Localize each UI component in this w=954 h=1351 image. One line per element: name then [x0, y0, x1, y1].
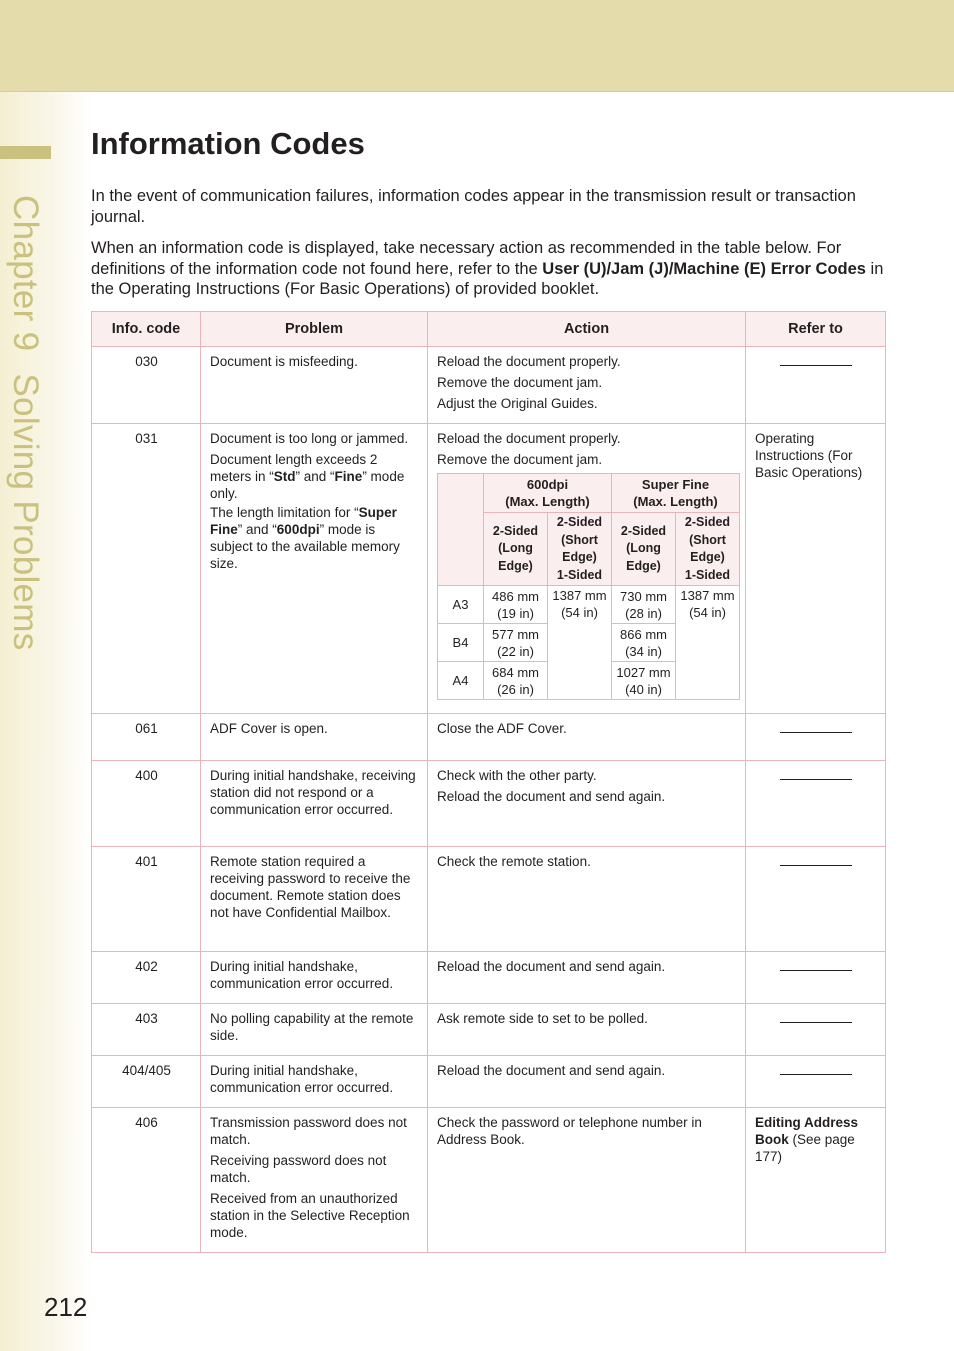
info-code: 030 [92, 347, 201, 424]
table-row [92, 761, 886, 847]
table-header-row [92, 312, 886, 347]
table-row [92, 1056, 886, 1108]
problem-cell: ADF Cover is open. [201, 714, 428, 761]
info-code: 401 [92, 847, 201, 952]
chapter-label: Chapter 9 [6, 195, 45, 352]
col-2sided-short-sf: 2-Sided (Short Edge) 1-Sided [676, 513, 740, 586]
problem-cell: Transmission password does not match. Receiving password does not match. Received from an unauthorized station in the Selective Reception mode. [201, 1108, 428, 1253]
intro-paragraph-2: When an information code is displayed, take necessary action as recommended in the table below. For definitions of the information code not found here, refer to the User (U)/Jam (J)/Machine (E) Error Codes in the Operating Instructions (For Basic Operations) of provided booklet. [91, 239, 884, 298]
action-cell: Check the remote station. [428, 847, 746, 952]
size-a4: A4 [438, 662, 484, 700]
action-cell: Reload the document properly. Remove the document jam. 600dpi (Max. Length) Super Fine (Max. Length) 2-Sided (Long Edge) 2-Sided (Short Edge) 1-Sided 2-Sided (Long Edge) 2-Sided (Short Edge) 1-Sided A3 486 mm (19 in) 1387 mm (54 in) 730 mm (28 in) 1387 mm (54 in) B4 577 mm (22 in) 866 mm (34 in) A4 684 mm (26 in) 1027 mm (40 in) [428, 424, 746, 714]
refer-cell [746, 952, 886, 1004]
info-code: 403 [92, 1004, 201, 1056]
info-code: 061 [92, 714, 201, 761]
header-action: Action [428, 312, 746, 347]
col-2sided-long-dpi: 2-Sided (Long Edge) [484, 513, 548, 586]
info-code: 031 [92, 424, 201, 714]
action-cell: Reload the document properly. Remove the document jam. Adjust the Original Guides. [428, 347, 746, 424]
refer-cell [746, 847, 886, 952]
sf-short-all: 1387 mm (54 in) [676, 586, 740, 700]
refer-cell [746, 761, 886, 847]
refer-operating-instructions: Operating Instructions (For Basic Operations) [755, 431, 863, 480]
size-header-blank [438, 474, 484, 586]
action-cell: Check with the other party. Reload the document and send again. [428, 761, 746, 847]
max-length-table [437, 473, 740, 700]
a3-sf-long: 730 mm (28 in) [612, 586, 676, 624]
table-row [92, 424, 886, 714]
col-2sided-long-sf: 2-Sided (Long Edge) [612, 513, 676, 586]
chapter-marker-bar [0, 146, 51, 159]
header-info-code: Info. code [92, 312, 201, 347]
problem-cell: Remote station required a receiving password to receive the document. Remote station does not have Confidential Mailbox. [201, 847, 428, 952]
table-row [92, 952, 886, 1004]
header-band [0, 0, 954, 92]
group-super-fine: Super Fine (Max. Length) [612, 474, 740, 513]
refer-cell [746, 347, 886, 424]
action-cell: Ask remote side to set to be polled. [428, 1004, 746, 1056]
no-reference-line [780, 970, 852, 971]
error-codes-reference: User (U)/Jam (J)/Machine (E) Error Codes [542, 259, 866, 278]
no-reference-line [780, 365, 852, 366]
problem-cell: During initial handshake, communication error occurred. [201, 952, 428, 1004]
page-number: 212 [44, 1292, 88, 1322]
header-problem: Problem [201, 312, 428, 347]
table-row [92, 1004, 886, 1056]
problem-cell: Document is misfeeding. [201, 347, 428, 424]
refer-cell [746, 424, 886, 714]
problem-cell: No polling capability at the remote side. [201, 1004, 428, 1056]
table-row [92, 347, 886, 424]
no-reference-line [780, 865, 852, 866]
problem-cell: During initial handshake, communication error occurred. [201, 1056, 428, 1108]
info-code: 400 [92, 761, 201, 847]
table-row [92, 714, 886, 761]
info-code: 404/405 [92, 1056, 201, 1108]
action-cell: Reload the document and send again. [428, 1056, 746, 1108]
chapter-tab [5, 195, 45, 651]
refer-cell [746, 1056, 886, 1108]
action-cell: Close the ADF Cover. [428, 714, 746, 761]
no-reference-line [780, 779, 852, 780]
col-2sided-short-dpi: 2-Sided (Short Edge) 1-Sided [548, 513, 612, 586]
refer-cell [746, 714, 886, 761]
refer-cell: Editing Address Book (See page 177) [746, 1108, 886, 1253]
table-row [92, 1108, 886, 1253]
info-code: 402 [92, 952, 201, 1004]
a4-dpi-long: 684 mm (26 in) [484, 662, 548, 700]
b4-sf-long: 866 mm (34 in) [612, 624, 676, 662]
action-cell: Reload the document and send again. [428, 952, 746, 1004]
editing-address-book-link: Editing Address Book [755, 1115, 859, 1147]
info-code: 406 [92, 1108, 201, 1253]
table-row [92, 847, 886, 952]
chapter-title: Solving Problems [6, 373, 45, 651]
information-codes-table [91, 311, 886, 1253]
size-b4: B4 [438, 624, 484, 662]
page-title: Information Codes [91, 126, 365, 161]
problem-cell: Document is too long or jammed. Document length exceeds 2 meters in “Std” and “Fine” mode only. The length limitation for “Super Fine” and “600dpi” mode is subject to the available memory size. [201, 424, 428, 714]
header-refer-to: Refer to [746, 312, 886, 347]
problem-cell: During initial handshake, receiving station did not respond or a communication error occurred. [201, 761, 428, 847]
no-reference-line [780, 732, 852, 733]
group-600dpi: 600dpi (Max. Length) [484, 474, 612, 513]
dpi-short-all: 1387 mm (54 in) [548, 586, 612, 700]
b4-dpi-long: 577 mm (22 in) [484, 624, 548, 662]
action-cell: Check the password or telephone number in Address Book. [428, 1108, 746, 1253]
a4-sf-long: 1027 mm (40 in) [612, 662, 676, 700]
intro-paragraph-1: In the event of communication failures, information codes appear in the transmission result or transaction journal. [91, 187, 856, 226]
size-a3: A3 [438, 586, 484, 624]
a3-dpi-long: 486 mm (19 in) [484, 586, 548, 624]
no-reference-line [780, 1022, 852, 1023]
refer-cell [746, 1004, 886, 1056]
no-reference-line [780, 1074, 852, 1075]
